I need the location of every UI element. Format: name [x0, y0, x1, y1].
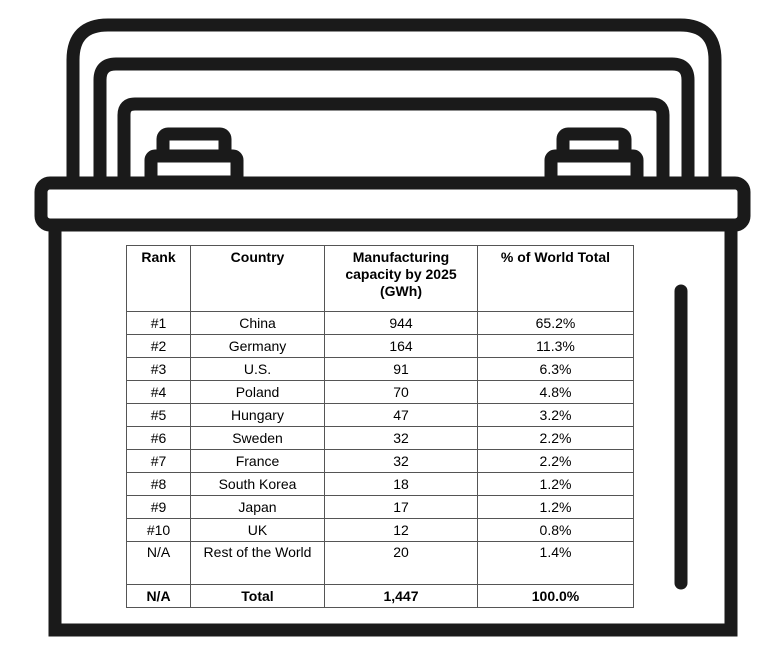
cell-country: UK	[191, 519, 325, 542]
table-header-row	[127, 246, 634, 312]
table-row	[127, 404, 634, 427]
cell-capacity: 12	[325, 519, 478, 542]
cell-country: Sweden	[191, 427, 325, 450]
cell-rank: #6	[127, 427, 191, 450]
header-rank: Rank	[127, 246, 191, 312]
cell-capacity: 17	[325, 496, 478, 519]
cell-capacity: 70	[325, 381, 478, 404]
cell-country: China	[191, 312, 325, 335]
total-capacity: 1,447	[325, 585, 478, 608]
cell-country: Germany	[191, 335, 325, 358]
cell-percent: 6.3%	[478, 358, 634, 381]
table-row	[127, 542, 634, 585]
cell-percent: 1.4%	[478, 542, 634, 585]
table-row	[127, 473, 634, 496]
table-row	[127, 381, 634, 404]
cell-country: Rest of the World	[191, 542, 325, 585]
cell-capacity: 47	[325, 404, 478, 427]
cell-percent: 0.8%	[478, 519, 634, 542]
cell-percent: 4.8%	[478, 381, 634, 404]
cell-rank: #3	[127, 358, 191, 381]
cell-percent: 1.2%	[478, 473, 634, 496]
cell-capacity: 32	[325, 427, 478, 450]
cell-percent: 2.2%	[478, 450, 634, 473]
total-percent: 100.0%	[478, 585, 634, 608]
cell-percent: 2.2%	[478, 427, 634, 450]
cell-capacity: 164	[325, 335, 478, 358]
table-row	[127, 450, 634, 473]
total-country: Total	[191, 585, 325, 608]
cell-country: Japan	[191, 496, 325, 519]
table-row	[127, 496, 634, 519]
cell-capacity: 91	[325, 358, 478, 381]
cell-rank: #4	[127, 381, 191, 404]
table-row	[127, 519, 634, 542]
cell-country: Hungary	[191, 404, 325, 427]
cell-rank: #10	[127, 519, 191, 542]
battery-inner-arc	[124, 104, 663, 185]
header-percent: % of World Total	[478, 246, 634, 312]
cell-percent: 65.2%	[478, 312, 634, 335]
cell-country: France	[191, 450, 325, 473]
cell-percent: 1.2%	[478, 496, 634, 519]
table-row	[127, 335, 634, 358]
table-total-row	[127, 585, 634, 608]
cell-country: Poland	[191, 381, 325, 404]
cell-country: U.S.	[191, 358, 325, 381]
cell-capacity: 32	[325, 450, 478, 473]
cell-capacity: 20	[325, 542, 478, 585]
table-row	[127, 312, 634, 335]
battery-lid	[41, 183, 744, 225]
cell-rank: #8	[127, 473, 191, 496]
cell-rank: #9	[127, 496, 191, 519]
header-country: Country	[191, 246, 325, 312]
cell-rank: #1	[127, 312, 191, 335]
table-row	[127, 427, 634, 450]
cell-rank: #7	[127, 450, 191, 473]
table-row	[127, 358, 634, 381]
battery-middle-arc	[100, 64, 688, 185]
cell-capacity: 944	[325, 312, 478, 335]
cell-rank: #2	[127, 335, 191, 358]
total-rank: N/A	[127, 585, 191, 608]
battery-capacity-table	[126, 245, 634, 608]
cell-percent: 3.2%	[478, 404, 634, 427]
cell-country: South Korea	[191, 473, 325, 496]
cell-rank: N/A	[127, 542, 191, 585]
cell-capacity: 18	[325, 473, 478, 496]
header-capacity: Manufacturing capacity by 2025 (GWh)	[325, 246, 478, 312]
cell-percent: 11.3%	[478, 335, 634, 358]
cell-rank: #5	[127, 404, 191, 427]
